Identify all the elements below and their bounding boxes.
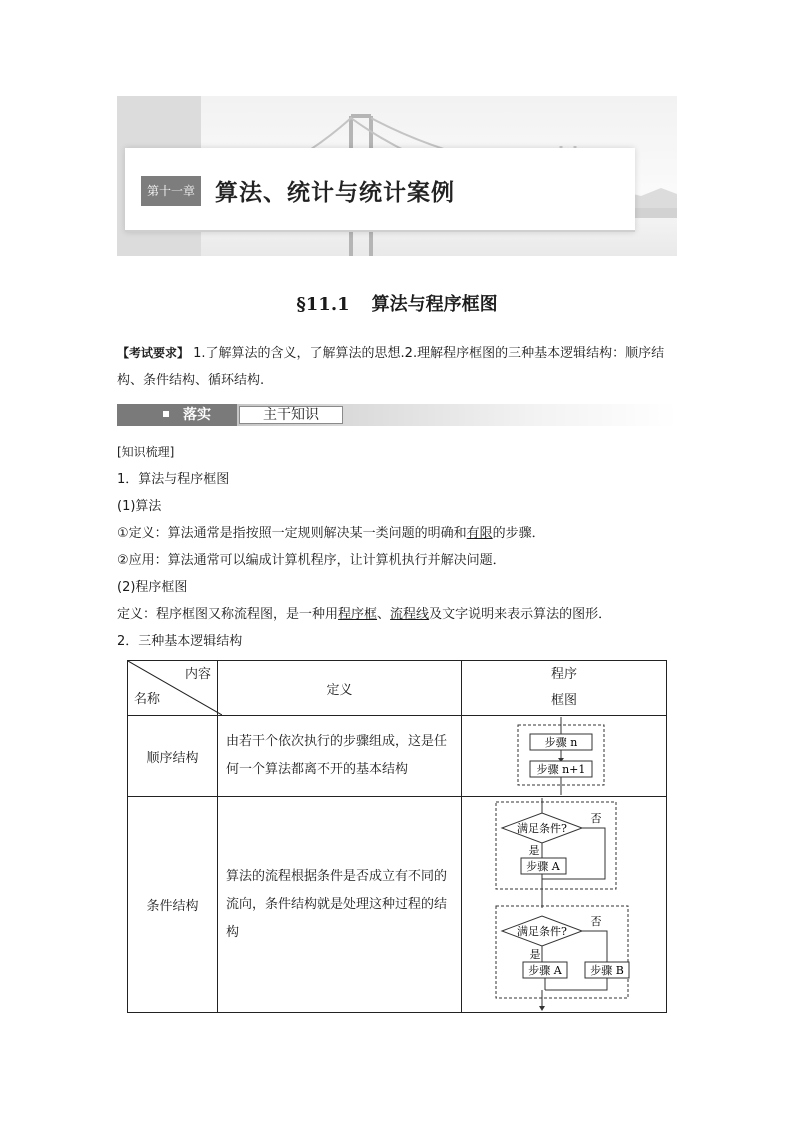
strip-dark-text: 落实 [183, 407, 211, 423]
step-n-label: 步骤 n [544, 736, 578, 749]
strip-light-label: 主干知识 [239, 406, 343, 424]
step-a-label: 步骤 A [526, 859, 560, 873]
yes-label: 是 [529, 947, 541, 961]
header-diagonal-cell [128, 661, 218, 716]
header-chart-line1: 程序 [550, 667, 577, 682]
step-n1-label: 步骤 n+1 [536, 763, 586, 776]
bullet-icon [163, 411, 169, 417]
flow-pre: 定义：程序框图又称流程图，是一种用 [117, 607, 339, 622]
step-b-label: 步骤 B [590, 963, 624, 977]
flow-underline-1: 程序框 [338, 607, 378, 622]
sequence-flowchart [462, 717, 666, 795]
def-pre: ①定义：算法通常是指按照一定规则解决某一类问题的明确和 [117, 526, 467, 541]
algorithm-definition [117, 524, 545, 544]
sequence-flowchart-cell [461, 716, 666, 797]
exam-requirement-text: 1.了解算法的含义，了解算法的思想.2.理解程序框图的三种基本逻辑结构：顺序结构、条件结构、循环结构. [117, 346, 665, 388]
knowledge-heading: [知识梳理] [117, 445, 175, 459]
sub-1: (1)算法 [117, 499, 162, 514]
header-name-label: 名称 [134, 692, 161, 707]
item-1: 1．算法与程序框图 [117, 472, 230, 487]
row-name: 条件结构 [128, 797, 218, 1013]
chapter-banner [117, 96, 677, 256]
step-a-label: 步骤 A [528, 963, 562, 977]
row-definition: 由若干个依次执行的步骤组成，这是任何一个算法都离不开的基本结构 [218, 716, 462, 797]
section-strip [117, 404, 677, 426]
no-label: 否 [590, 811, 602, 825]
yes-label: 是 [528, 843, 540, 857]
flow-post: 及文字说明来表示算法的图形． [429, 607, 612, 622]
sub-2: (2)程序框图 [117, 580, 188, 595]
table-header-row [128, 661, 667, 716]
row-name: 顺序结构 [128, 716, 218, 797]
table-row [128, 797, 667, 1013]
table-row [128, 716, 667, 797]
chapter-card [125, 148, 635, 232]
exam-requirement-tag: 【考试要求】 [117, 346, 190, 360]
chapter-badge: 第十一章 [141, 176, 201, 206]
section-name: 算法与程序框图 [371, 294, 498, 315]
header-chart-line2: 框图 [550, 693, 577, 708]
flow-underline-2: 流程线 [390, 607, 430, 622]
conditional-flowchart [462, 798, 666, 1012]
row-definition: 算法的流程根据条件是否成立有不同的流向，条件结构就是处理这种过程的结构 [218, 797, 462, 1013]
condition-label: 满足条件? [517, 924, 567, 938]
strip-dark-label [117, 404, 237, 426]
def-post: 的步骤． [492, 526, 545, 541]
condition-label: 满足条件? [517, 821, 567, 835]
item-2: 2．三种基本逻辑结构 [117, 634, 243, 649]
chapter-title: 算法、统计与统计案例 [215, 180, 455, 206]
flow-mid: 、 [377, 607, 391, 622]
algorithm-application: ②应用：算法通常可以编成计算机程序，让计算机执行并解决问题． [117, 553, 506, 568]
section-title [0, 290, 794, 316]
logic-structure-table [127, 660, 667, 1013]
flowchart-definition [117, 605, 611, 625]
exam-requirement [117, 340, 677, 394]
header-chart [461, 661, 666, 716]
header-content-label: 内容 [185, 667, 212, 682]
no-label: 否 [590, 914, 602, 928]
def-underline: 有限 [466, 526, 493, 541]
section-number: §11.1 [296, 294, 350, 315]
conditional-flowchart-cell [461, 797, 666, 1013]
header-definition: 定义 [218, 661, 462, 716]
